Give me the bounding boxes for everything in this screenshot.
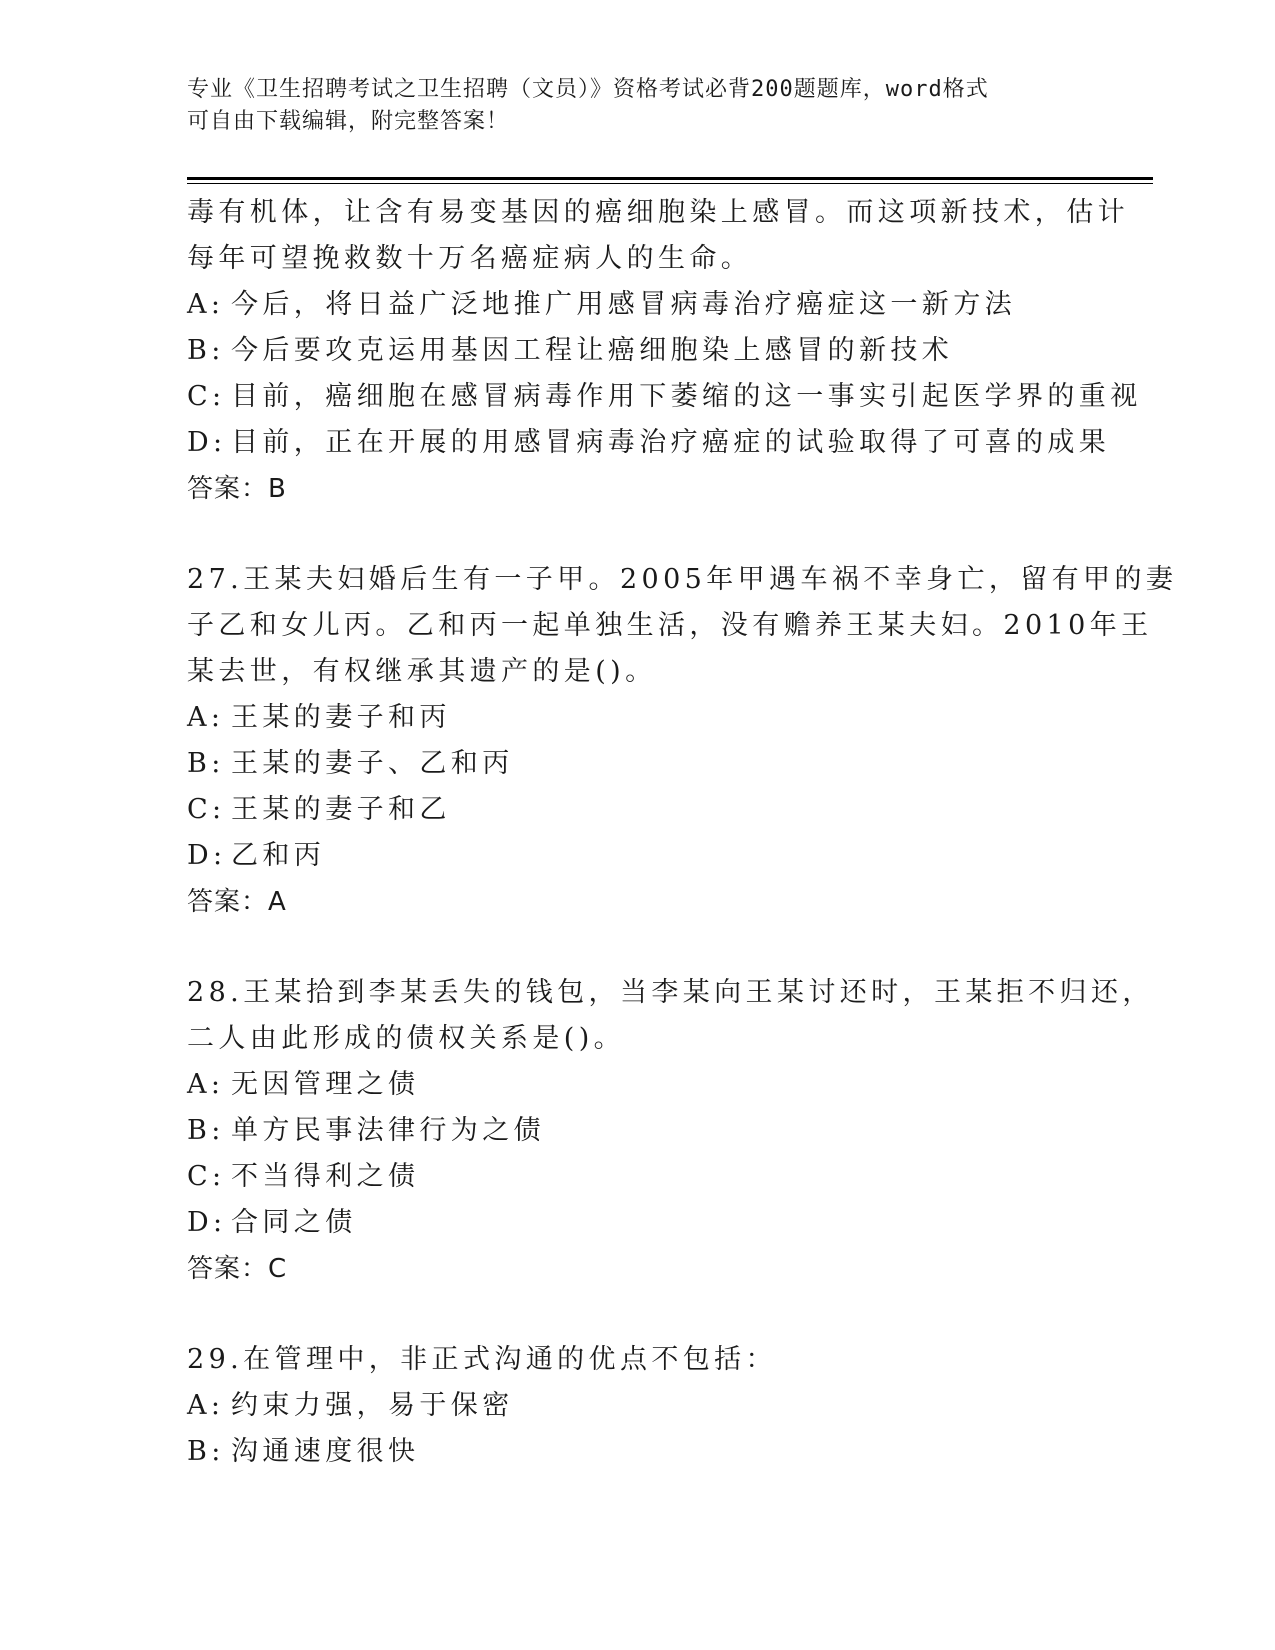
option-text: 乙和丙 — [231, 840, 326, 871]
option-a — [187, 282, 1137, 328]
question-text-line: 子乙和女儿丙。乙和丙一起单独生活，没有赡养王某夫妇。2010年王 — [187, 610, 1153, 641]
option-text: 合同之债 — [231, 1207, 357, 1238]
option-d — [187, 1200, 1137, 1246]
option-c — [187, 1154, 1137, 1200]
option-a — [187, 1062, 1137, 1108]
header-divider-thin — [187, 183, 1153, 184]
option-letter: A: — [187, 1069, 225, 1100]
header-divider-thick — [187, 177, 1153, 180]
option-text: 王某的妻子和乙 — [231, 794, 451, 825]
question-text-line: 27.王某夫妇婚后生有一子甲。2005年甲遇车祸不幸身亡，留有甲的妻 — [187, 564, 1178, 595]
option-text: 今后要攻克运用基因工程让癌细胞染上感冒的新技术 — [231, 335, 954, 366]
option-b — [187, 1429, 1137, 1475]
question-text-line: 每年可望挽救数十万名癌症病人的生命。 — [187, 243, 753, 274]
question-26 — [187, 190, 1142, 512]
page-header — [187, 74, 1087, 138]
option-letter: D: — [187, 1207, 227, 1238]
answer-line: 答案：C — [187, 1254, 288, 1284]
option-letter: C: — [187, 1161, 226, 1192]
option-letter: C: — [187, 381, 226, 412]
option-c — [187, 374, 1142, 420]
spacer — [187, 1292, 1137, 1337]
option-text: 王某的妻子和丙 — [231, 702, 451, 733]
option-text: 王某的妻子、乙和丙 — [231, 748, 514, 779]
question-27 — [187, 557, 1178, 925]
option-letter: B: — [187, 335, 225, 366]
option-text: 目前，正在开展的用感冒病毒治疗癌症的试验取得了可喜的成果 — [231, 427, 1111, 458]
header-line-1: 专业《卫生招聘考试之卫生招聘（文员）》资格考试必背200题题库，word格式 — [187, 77, 989, 102]
option-d — [187, 833, 1137, 879]
option-letter: C: — [187, 794, 226, 825]
option-text: 约束力强，易于保密 — [231, 1390, 514, 1421]
question-list — [187, 190, 1178, 1475]
option-d — [187, 420, 1137, 466]
spacer — [187, 925, 1137, 970]
option-text: 无因管理之债 — [231, 1069, 420, 1100]
option-c — [187, 787, 1137, 833]
option-letter: B: — [187, 748, 225, 779]
spacer — [187, 512, 1137, 557]
question-text-line: 28.王某拾到李某丢失的钱包，当李某向王某讨还时，王某拒不归还， — [187, 977, 1154, 1008]
option-text: 不当得利之债 — [231, 1161, 420, 1192]
option-text: 目前，癌细胞在感冒病毒作用下萎缩的这一事实引起医学界的重视 — [231, 381, 1142, 412]
option-letter: A: — [187, 1390, 225, 1421]
question-29 — [187, 1337, 1137, 1475]
option-a — [187, 695, 1137, 741]
option-a — [187, 1383, 1137, 1429]
option-text: 今后，将日益广泛地推广用感冒病毒治疗癌症这一新方法 — [231, 289, 1016, 320]
question-text-line: 某去世，有权继承其遗产的是()。 — [187, 656, 657, 687]
option-letter: D: — [187, 427, 227, 458]
option-text: 单方民事法律行为之债 — [231, 1115, 545, 1146]
option-letter: B: — [187, 1436, 225, 1467]
option-letter: A: — [187, 702, 225, 733]
header-line-2: 可自由下载编辑，附完整答案！ — [187, 109, 510, 134]
question-text-line: 毒有机体，让含有易变基因的癌细胞染上感冒。而这项新技术，估计 — [187, 197, 1129, 228]
question-28 — [187, 970, 1154, 1292]
answer-line: 答案：B — [187, 474, 287, 504]
question-text-line: 29.在管理中，非正式沟通的优点不包括： — [187, 1344, 777, 1375]
option-b — [187, 1108, 1137, 1154]
question-text-line: 二人由此形成的债权关系是()。 — [187, 1023, 626, 1054]
option-letter: A: — [187, 289, 225, 320]
option-text: 沟通速度很快 — [231, 1436, 420, 1467]
option-letter: D: — [187, 840, 227, 871]
option-b — [187, 328, 1137, 374]
option-b — [187, 741, 1137, 787]
option-letter: B: — [187, 1115, 225, 1146]
answer-line: 答案：A — [187, 887, 287, 917]
